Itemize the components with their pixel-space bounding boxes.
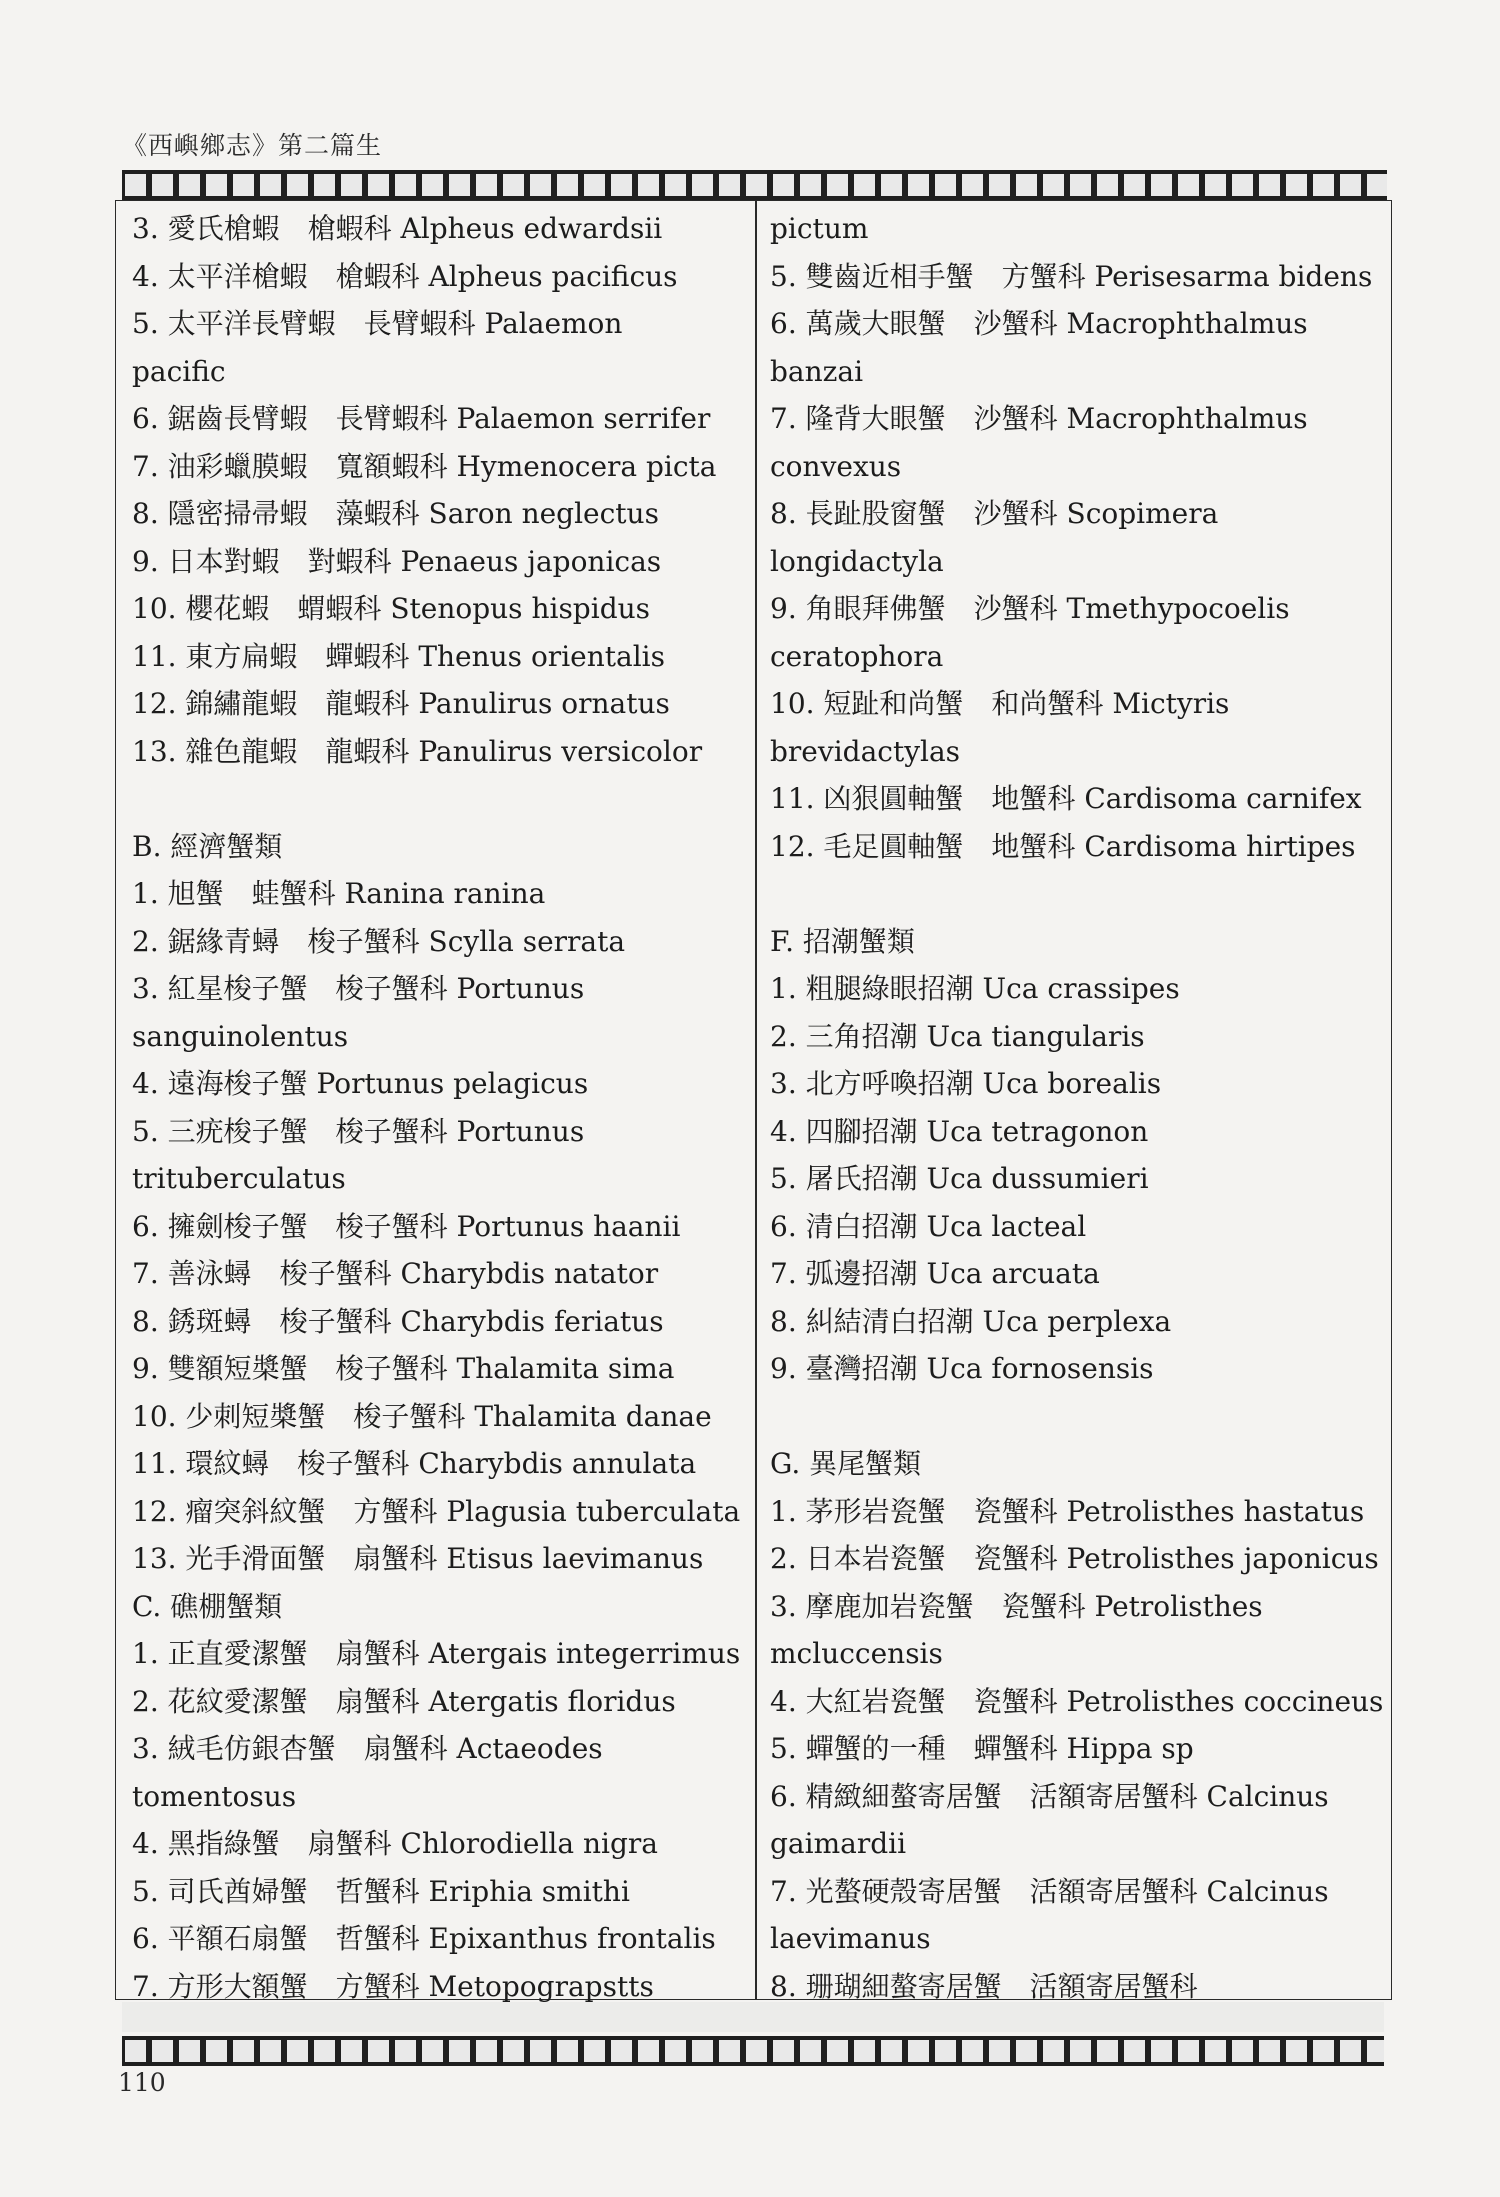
species-line: 5. 司氏酋婦蟹 哲蟹科 Eriphia smithi xyxy=(132,1874,630,1908)
species-line: 3. 摩鹿加岩瓷蟹 瓷蟹科 Petrolisthes xyxy=(770,1589,1263,1623)
species-line xyxy=(770,1393,1390,1441)
species-line: 8. 隱密掃帚蝦 藻蝦科 Saron neglectus xyxy=(132,497,659,530)
species-line: 2. 三角招潮 Uca tiangularis xyxy=(770,1019,1145,1053)
species-line: 12. 毛足圓軸蟹 地蟹科 Cardisoma hirtipes xyxy=(770,829,1356,863)
species-line: 3. 北方呼喚招潮 Uca borealis xyxy=(770,1067,1162,1100)
species-line: 6. 鋸齒長臂蝦 長臂蝦科 Palaemon serrifer xyxy=(132,402,711,435)
book-title: 《西嶼鄉志》第二篇生 xyxy=(122,131,383,160)
species-line: 3. 紅星梭子蟹 梭子蟹科 Portunus xyxy=(132,972,585,1005)
species-line: laevimanus xyxy=(770,1922,931,1955)
species-line: 6. 萬歲大眼蟹 沙蟹科 Macrophthalmus xyxy=(770,307,1308,340)
species-line: mcluccensis xyxy=(770,1637,943,1670)
species-line: trituberculatus xyxy=(132,1162,346,1195)
species-line: 9. 雙額短槳蟹 梭子蟹科 Thalamita sima xyxy=(132,1352,675,1385)
species-line: 8. 糾結清白招潮 Uca perplexa xyxy=(770,1304,1172,1338)
species-line: 4. 太平洋槍蝦 槍蝦科 Alpheus pacificus xyxy=(132,259,678,293)
column-divider xyxy=(755,200,757,2000)
right-column xyxy=(770,205,1390,2010)
species-line: convexus xyxy=(770,449,902,483)
bottom-band xyxy=(122,2002,1384,2032)
species-line: 7. 善泳蟳 梭子蟹科 Charybdis natator xyxy=(132,1257,659,1290)
species-line: 8. 珊瑚細螯寄居蟹 活額寄居蟹科 xyxy=(770,1969,1198,2003)
species-line: 1. 正直愛潔蟹 扇蟹科 Atergais integerrimus xyxy=(132,1637,741,1670)
species-line: ceratophora xyxy=(770,639,944,673)
species-line: 4. 黑指綠蟹 扇蟹科 Chlorodiella nigra xyxy=(132,1827,658,1860)
species-line: 6. 擁劍梭子蟹 梭子蟹科 Portunus haanii xyxy=(132,1209,681,1243)
species-line: 1. 粗腿綠眼招潮 Uca crassipes xyxy=(770,972,1180,1005)
species-line: B. 經濟蟹類 xyxy=(132,829,283,863)
species-line: 4. 大紅岩瓷蟹 瓷蟹科 Petrolisthes coccineus xyxy=(770,1684,1384,1718)
meander-border-bottom xyxy=(122,2036,1384,2066)
species-line xyxy=(770,870,1390,918)
meander-border-top xyxy=(122,170,1387,200)
species-line: 7. 方形大額蟹 方蟹科 Metopograpstts xyxy=(132,1969,654,2003)
species-line: 8. 銹斑蟳 梭子蟹科 Charybdis feriatus xyxy=(132,1304,664,1338)
species-line: 8. 長趾股窗蟹 沙蟹科 Scopimera xyxy=(770,497,1219,530)
species-line: brevidactylas xyxy=(770,734,961,768)
species-line: 9. 日本對蝦 對蝦科 Penaeus japonicas xyxy=(132,544,662,578)
species-line: 6. 平額石扇蟹 哲蟹科 Epixanthus frontalis xyxy=(132,1922,716,1955)
species-line: 6. 清白招潮 Uca lacteal xyxy=(770,1209,1087,1243)
species-line: 13. 雜色龍蝦 龍蝦科 Panulirus versicolor xyxy=(132,734,703,768)
species-line: 5. 太平洋長臂蝦 長臂蝦科 Palaemon xyxy=(132,307,623,340)
species-line: longidactyla xyxy=(770,544,944,578)
species-line: 12. 瘤突斜紋蟹 方蟹科 Plagusia tuberculata xyxy=(132,1494,741,1528)
species-line: 1. 旭蟹 蛙蟹科 Ranina ranina xyxy=(132,877,546,910)
species-line: 7. 油彩蠟膜蝦 寬額蝦科 Hymenocera picta xyxy=(132,449,717,483)
species-line: banzai xyxy=(770,354,864,388)
species-line: 5. 雙齒近相手蟹 方蟹科 Perisesarma bidens xyxy=(770,259,1373,293)
species-line: 13. 光手滑面蟹 扇蟹科 Etisus laevimanus xyxy=(132,1542,704,1575)
species-line: 10. 少刺短槳蟹 梭子蟹科 Thalamita danae xyxy=(132,1399,712,1433)
species-line: 5. 屠氏招潮 Uca dussumieri xyxy=(770,1162,1149,1195)
species-line: 7. 隆背大眼蟹 沙蟹科 Macrophthalmus xyxy=(770,402,1308,435)
species-line: F. 招潮蟹類 xyxy=(770,924,915,958)
species-line: pacific xyxy=(132,354,226,388)
species-line: 6. 精緻細螯寄居蟹 活額寄居蟹科 Calcinus xyxy=(770,1779,1329,1813)
species-line: 3. 絨毛仿銀杏蟹 扇蟹科 Actaeodes xyxy=(132,1732,603,1765)
species-line: gaimardii xyxy=(770,1827,907,1860)
species-line: sanguinolentus xyxy=(132,1019,349,1053)
species-line: C. 礁棚蟹類 xyxy=(132,1589,283,1623)
species-line: 11. 東方扁蝦 蟬蝦科 Thenus orientalis xyxy=(132,639,665,673)
species-line xyxy=(132,775,752,823)
species-line: G. 異尾蟹類 xyxy=(770,1447,922,1480)
species-line: 4. 遠海梭子蟹 Portunus pelagicus xyxy=(132,1067,589,1100)
species-line: 2. 日本岩瓷蟹 瓷蟹科 Petrolisthes japonicus xyxy=(770,1542,1379,1575)
species-line: 11. 環紋蟳 梭子蟹科 Charybdis annulata xyxy=(132,1447,697,1480)
species-line: 9. 臺灣招潮 Uca fornosensis xyxy=(770,1352,1154,1385)
species-line: 11. 凶狠圓軸蟹 地蟹科 Cardisoma carnifex xyxy=(770,782,1362,815)
species-line: 9. 角眼拜佛蟹 沙蟹科 Tmethypocoelis xyxy=(770,592,1290,625)
species-line: 1. 茅形岩瓷蟹 瓷蟹科 Petrolisthes hastatus xyxy=(770,1494,1365,1528)
species-line: 7. 弧邊招潮 Uca arcuata xyxy=(770,1257,1100,1290)
species-line: 4. 四腳招潮 Uca tetragonon xyxy=(770,1114,1149,1148)
species-line: 2. 鋸緣青蟳 梭子蟹科 Scylla serrata xyxy=(132,924,626,958)
species-line: 7. 光螯硬殼寄居蟹 活額寄居蟹科 Calcinus xyxy=(770,1874,1329,1908)
species-line: 12. 錦繡龍蝦 龍蝦科 Panulirus ornatus xyxy=(132,687,670,720)
species-line: 5. 蟬蟹的一種 蟬蟹科 Hippa sp xyxy=(770,1732,1194,1765)
species-line: 10. 短趾和尚蟹 和尚蟹科 Mictyris xyxy=(770,687,1230,720)
species-line: 10. 櫻花蝦 蝟蝦科 Stenopus hispidus xyxy=(132,592,651,625)
page-number: 110 xyxy=(118,2068,166,2097)
left-column xyxy=(132,205,752,2010)
species-line: 5. 三疣梭子蟹 梭子蟹科 Portunus xyxy=(132,1114,585,1148)
species-line: pictum xyxy=(770,212,869,245)
species-line: tomentosus xyxy=(132,1779,297,1813)
species-line: 3. 愛氏槍蝦 槍蝦科 Alpheus edwardsii xyxy=(132,212,663,245)
species-line: 2. 花紋愛潔蟹 扇蟹科 Atergatis floridus xyxy=(132,1684,676,1718)
